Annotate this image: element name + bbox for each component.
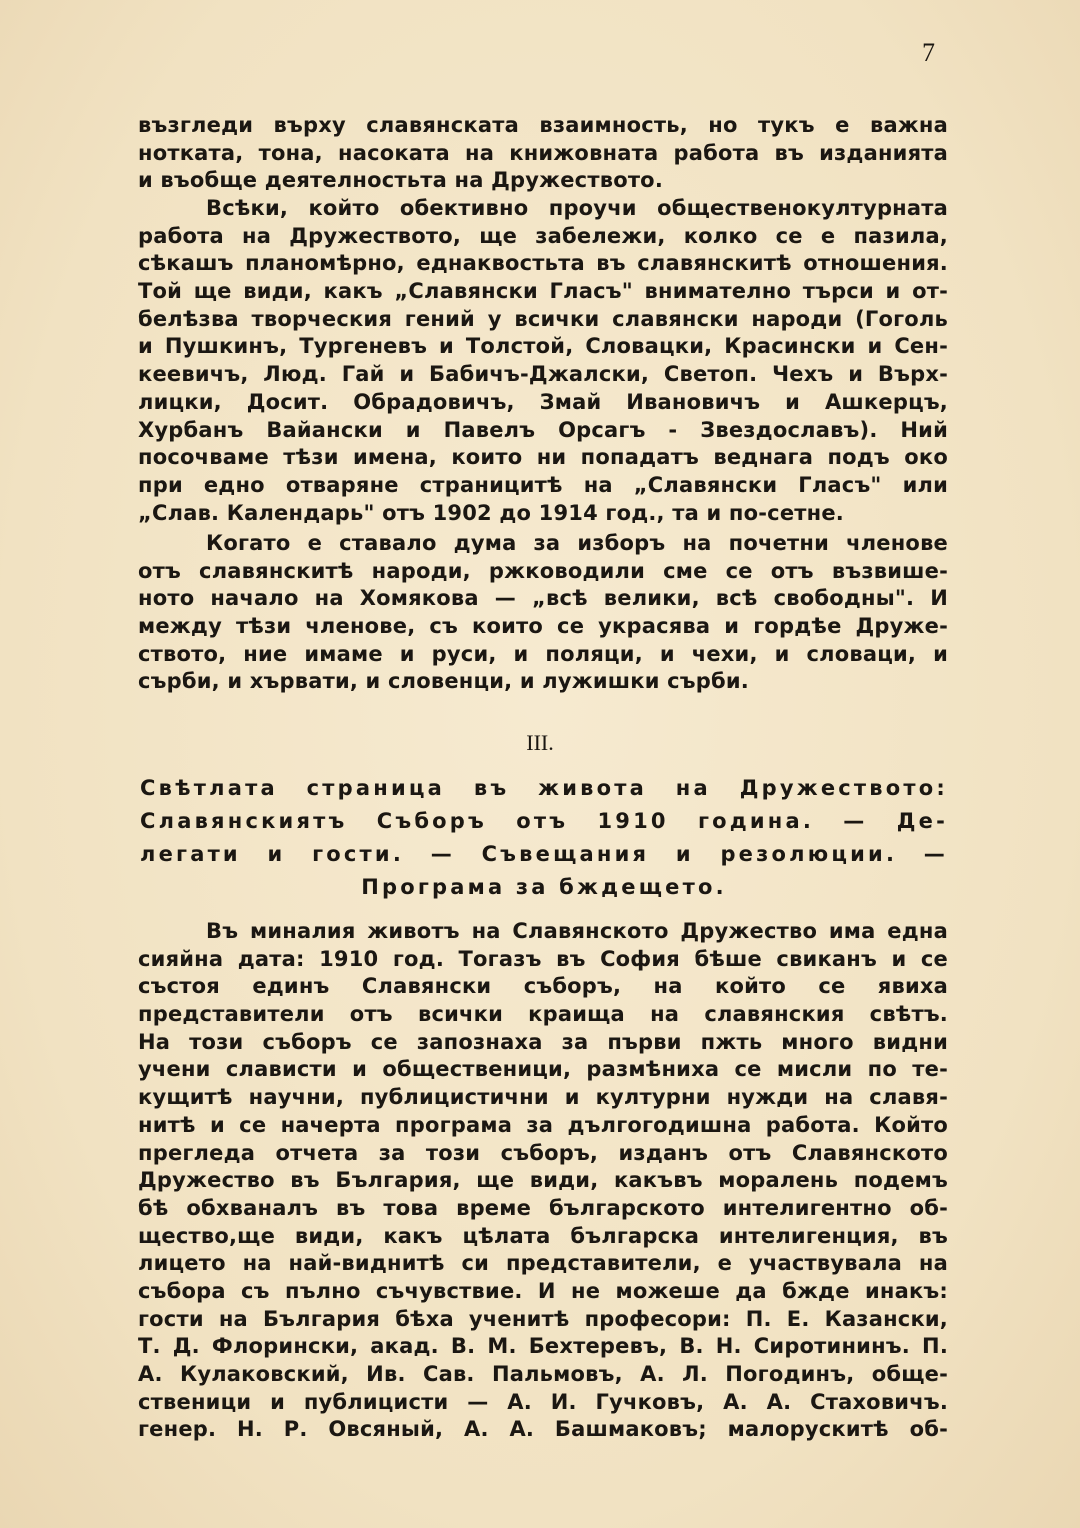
paragraph-line: Дружество въ България, ще види, какъвъ моралень подемъ — [138, 1168, 948, 1193]
paragraph-line: представители отъ всички краища на славянския свѣтъ. — [138, 1002, 948, 1027]
paragraph-line: гости на България бѣха ученитѣ професори: П. Е. Казански, — [138, 1306, 948, 1331]
paragraph-line: На този съборъ се запознаха за първи пжть много видни — [138, 1029, 948, 1054]
paragraph-2 — [138, 195, 948, 527]
paragraph-line: А. Кулаковский, Ив. Сав. Пальмовъ, А. Л. Погодинъ, обще- — [138, 1362, 948, 1386]
paragraph-line: генер. Н. Р. Овсяный, А. А. Башмаковъ; малорускитѣ об- — [138, 1417, 948, 1442]
paragraph-line: „Слав. Календарь" отъ 1902 до 1914 год., та и по-сетне. — [138, 500, 844, 525]
paragraph-line: Когато е ставало дума за изборъ на почетни членове — [206, 531, 948, 555]
paragraph-line: Той ще види, какъ „Славянски Гласъ" внимателно търси и от- — [138, 279, 948, 304]
paragraph-line: лицки, Досит. Обрадовичъ, Змай Ивановичъ и Ашкерцъ, — [138, 389, 948, 414]
heading-line: Славянскиятъ Съборъ отъ 1910 година. — Де- — [140, 809, 948, 833]
paragraph-line: щество,ще види, какъ цѣлата българска интелигенция, въ — [138, 1223, 948, 1248]
paragraph-3 — [138, 530, 948, 696]
paragraph-line: събора съ пълно съчувствие. И не можеше да бжде инакъ: — [138, 1278, 948, 1303]
page-number: 7 — [922, 38, 935, 67]
paragraph-1 — [138, 112, 948, 195]
heading-line: легати и гости. — Съвещания и резолюции. — — [140, 842, 948, 866]
paragraph-line: Въ миналия животъ на Славянското Дружество има една — [206, 919, 948, 943]
paragraph-line: отъ славянскитѣ народи, ржководили сме се отъ възвише- — [138, 558, 948, 583]
paragraph-line: Всѣки, който обективно проучи общественокултурната — [206, 196, 948, 220]
paragraph-line: кеевичъ, Люд. Гай и Бабичъ-Джалски, Светоп. Чехъ и Върх- — [138, 362, 948, 387]
heading-line: Свѣтлата страница въ живота на Дружеството: — [140, 776, 948, 800]
paragraph-line: ството, ние имаме и руси, и поляци, и чехи, и словаци, и — [138, 641, 948, 666]
paragraph-line: сѣкашъ планомѣрно, еднаквостьта въ славянскитѣ отношения. — [138, 251, 948, 276]
paragraph-line: сияйна дата: 1910 год. Тогазъ въ София бѣше свиканъ и се — [138, 946, 948, 971]
section-numeral: III. — [526, 730, 554, 755]
paragraph-line: ственици и публицисти — А. И. Гучковъ, А. А. Стаховичъ. — [138, 1389, 948, 1414]
heading-line: Програма за бждещето. — [361, 875, 727, 899]
paragraph-line: Т. Д. Флорински, акад. В. М. Бехтеревъ, В. Н. Сиротининъ. П. — [138, 1334, 948, 1359]
paragraph-line: и Пушкинъ, Тургеневъ и Толстой, Словацки, Красински и Сен- — [138, 334, 948, 359]
paragraph-line: работа на Дружеството, ще забележи, колко се е пазила, — [138, 223, 948, 248]
paragraph-line: белѣзва творческия гений у всички славянски народи (Гоголь — [138, 306, 948, 331]
paragraph-line: и въобще деятелностьта на Дружеството. — [138, 168, 663, 193]
paragraph-line: сърби, и хървати, и словенци, и лужишки сърби. — [138, 669, 749, 694]
paragraph-line: нотката, тона, насоката на книжовната работа въ изданията — [138, 140, 948, 165]
paragraph-line: ното начало на Хомякова — „всѣ велики, всѣ свободны". И — [138, 586, 948, 611]
paragraph-line: прегледа отчета за този съборъ, изданъ отъ Славянското — [138, 1140, 948, 1165]
paragraph-4 — [138, 918, 948, 1444]
paragraph-line: бѣ обхваналъ въ това време българското интелигентно об- — [138, 1195, 948, 1220]
paragraph-line: възгледи върху славянската взаимность, но тукъ е важна — [138, 113, 948, 137]
section-heading — [140, 772, 948, 904]
paragraph-line: при едно отваряне страницитѣ на „Славянски Гласъ" или — [138, 472, 948, 497]
paragraph-line: кущитѣ научни, публицистични и културни нужди на славя- — [138, 1085, 948, 1110]
paragraph-line: между тѣзи членове, съ които се украсява и гордѣе Друже- — [138, 614, 948, 639]
paragraph-line: посочваме тѣзи имена, които ни попадатъ веднага подъ око — [138, 445, 948, 470]
paragraph-line: Хурбанъ Вайански и Павелъ Орсагъ - Звездославъ). Ний — [138, 417, 948, 442]
paragraph-line: състоя единъ Славянски съборъ, на който се явиха — [138, 974, 948, 999]
paragraph-line: учени слависти и общественици, размѣниха се мисли по те- — [138, 1057, 948, 1082]
paragraph-line: лицето на най-виднитѣ си представители, е участвувала на — [138, 1251, 948, 1276]
paragraph-line: нитѣ и се начерта програма за дългогодишна работа. Който — [138, 1112, 948, 1137]
